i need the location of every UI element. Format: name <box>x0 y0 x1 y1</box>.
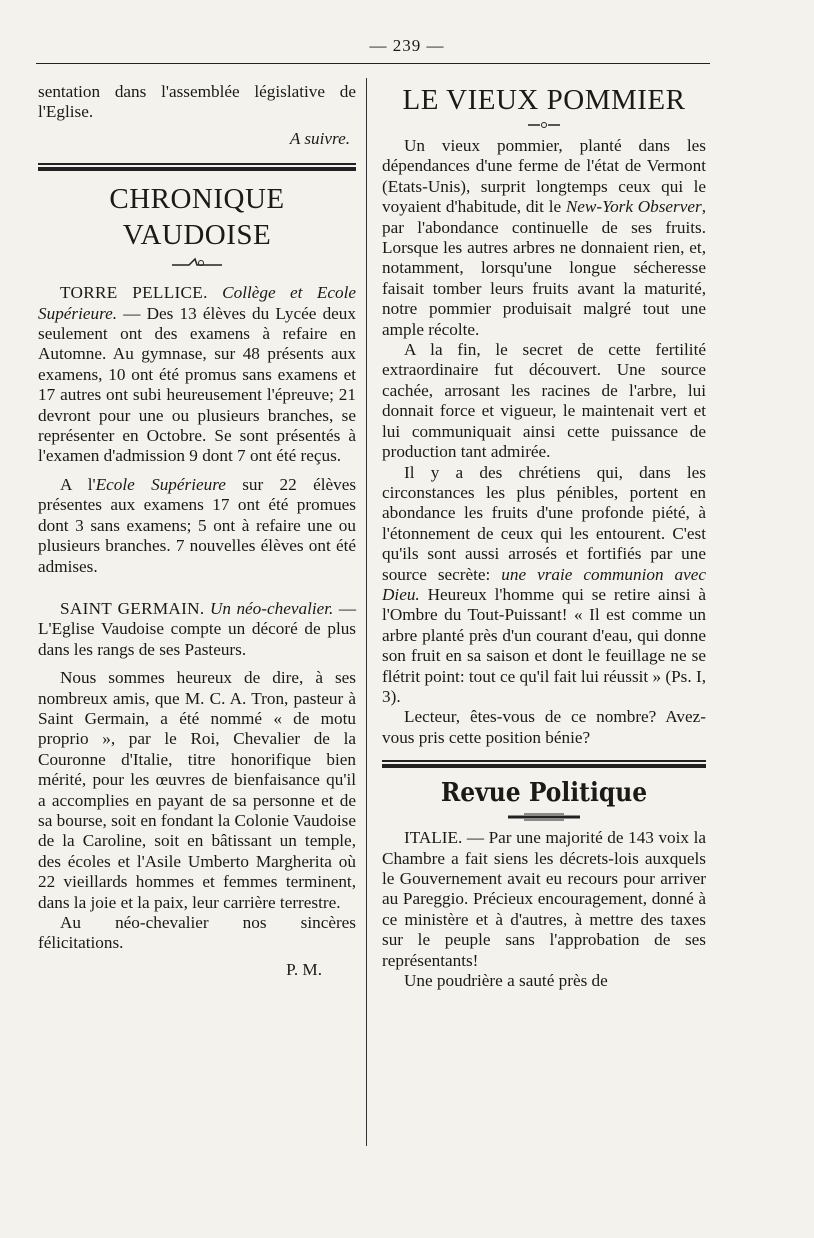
right-column <box>382 82 706 991</box>
italie-paragraph: ITALIE. — Par une majorité de 143 voix la Chambre a fait siens les décrets-lois auxquels le Gouvernement avait eu recours pour arriver au Pareggio. Précieux encouragement, donné à ce ministère et à d'autres, à mettre des taxes sur le peuple sans l'approbation de ses représentants! <box>382 828 706 970</box>
signature: P. M. <box>286 959 322 979</box>
section-rule <box>382 760 706 768</box>
header-rule <box>36 63 710 64</box>
poudriere-paragraph: Une poudrière a sauté près de <box>404 971 608 991</box>
to-be-continued: A suivre. <box>289 128 350 148</box>
left-column <box>38 82 356 980</box>
pommier-paragraph-2: A la fin, le secret de cette fertilité extraordinaire fut découvert. Une source cachée, arrosant les racines de l'arbre, lui donnait force et vigueur, le maintenait vert et lui communiquait ainsi cette puissance de production tant admirée. <box>382 340 706 462</box>
ornament-icon <box>167 255 227 269</box>
ornament-icon <box>504 812 584 822</box>
continuation-text: sentation dans l'assemblée législative de l'Eglise. <box>38 82 356 122</box>
revue-politique-heading: Revue Politique <box>440 778 648 809</box>
pommier-paragraph-1: Un vieux pommier, planté dans les dépendances d'une ferme de l'état de Vermont (Etats-Unis), surprit longtemps ceux qui le voyaient d'habitude, dit le New-York Observer, par l'abondance continuelle de ses fruits. Lorsque les autres arbres ne donnaient rien, et, notamment, lorsqu'une longue sécheresse faisait tomber leurs fruits avant la maturité, notre pommier produisait malgré tout une ample récolte. <box>382 136 706 339</box>
section-rule <box>38 163 356 171</box>
chronique-heading: CHRONIQUE VAUDOISE <box>109 183 285 252</box>
ecole-superieure-paragraph: A l'Ecole Supérieure sur 22 élèves présentes aux examens 17 ont été promues dont 3 sans examens; 5 ont à refaire une ou plusieurs branches. 7 nouvelles élèves ont été admises. <box>38 474 357 576</box>
pommier-paragraph-4: Lecteur, êtes-vous de ce nombre? Avez-vous pris cette position bénie? <box>382 707 706 747</box>
congratulations-paragraph: Au néo-chevalier nos sincères félicitations. <box>38 913 356 953</box>
saint-germain-paragraph: SAINT GERMAIN. Un néo-chevalier. — L'Eglise Vaudoise compte un décoré de plus dans les rangs de ses Pasteurs. <box>38 598 356 659</box>
pommier-paragraph-3: Il y a des chrétiens qui, dans les circonstances les plus pénibles, portent en abondance les fruits d'une profonde piété, à l'étonnement de ceux qui les entourent. C'est qu'ils sont aussi arrosés et fortifiés par une source secrète: une vraie communion avec Dieu. Heureux l'homme qui se retire ainsi à l'Ombre du Tout-Puissant! « Il est comme un arbre planté près d'un courant d'eau, qui donne son fruit en sa saison et dont le feuillage ne se flétrit point: tout ce qu'il fait lui réussit » (Ps. I, 3). <box>382 462 706 706</box>
announcement-paragraph: Nous sommes heureux de dire, à ses nombreux amis, que M. C. A. Tron, pasteur à Saint Germain, a été nommé « de motu proprio », par le Roi, Chevalier de la Couronne d'Italie, titre honorifique bien mérité, pour les œuvres de bienfaisance qu'il a accomplies en payant de sa personne et de sa bourse, soit en fondant la Colonie Vaudoise de la Caroline, soit en bâtissant un temple, des écoles et l'Asile Umberto Margherita où 22 vieillards hommes et femmes terminent, dans la joie et la paix, leur carrière terrestre. <box>38 668 356 912</box>
column-divider <box>366 78 367 1146</box>
vieux-pommier-heading: LE VIEUX POMMIER <box>402 84 686 116</box>
ornament-icon <box>524 120 564 130</box>
torre-pellice-paragraph: TORRE PELLICE. Collège et Ecole Supérieure. — Des 13 élèves du Lycée deux seulement ont des examens à refaire en Automne. Au gymnase, sur 48 présents aux examens, 10 ont été promus sans examens et 17 autres ont subi heureusement l'épreuve; 21 devront pour une ou plusieurs branches, se représenter en Octobre. Se sont présentés à l'examen d'admission 9 dont 7 ont été reçus. <box>38 283 356 466</box>
page-number: — 239 — <box>369 36 445 55</box>
